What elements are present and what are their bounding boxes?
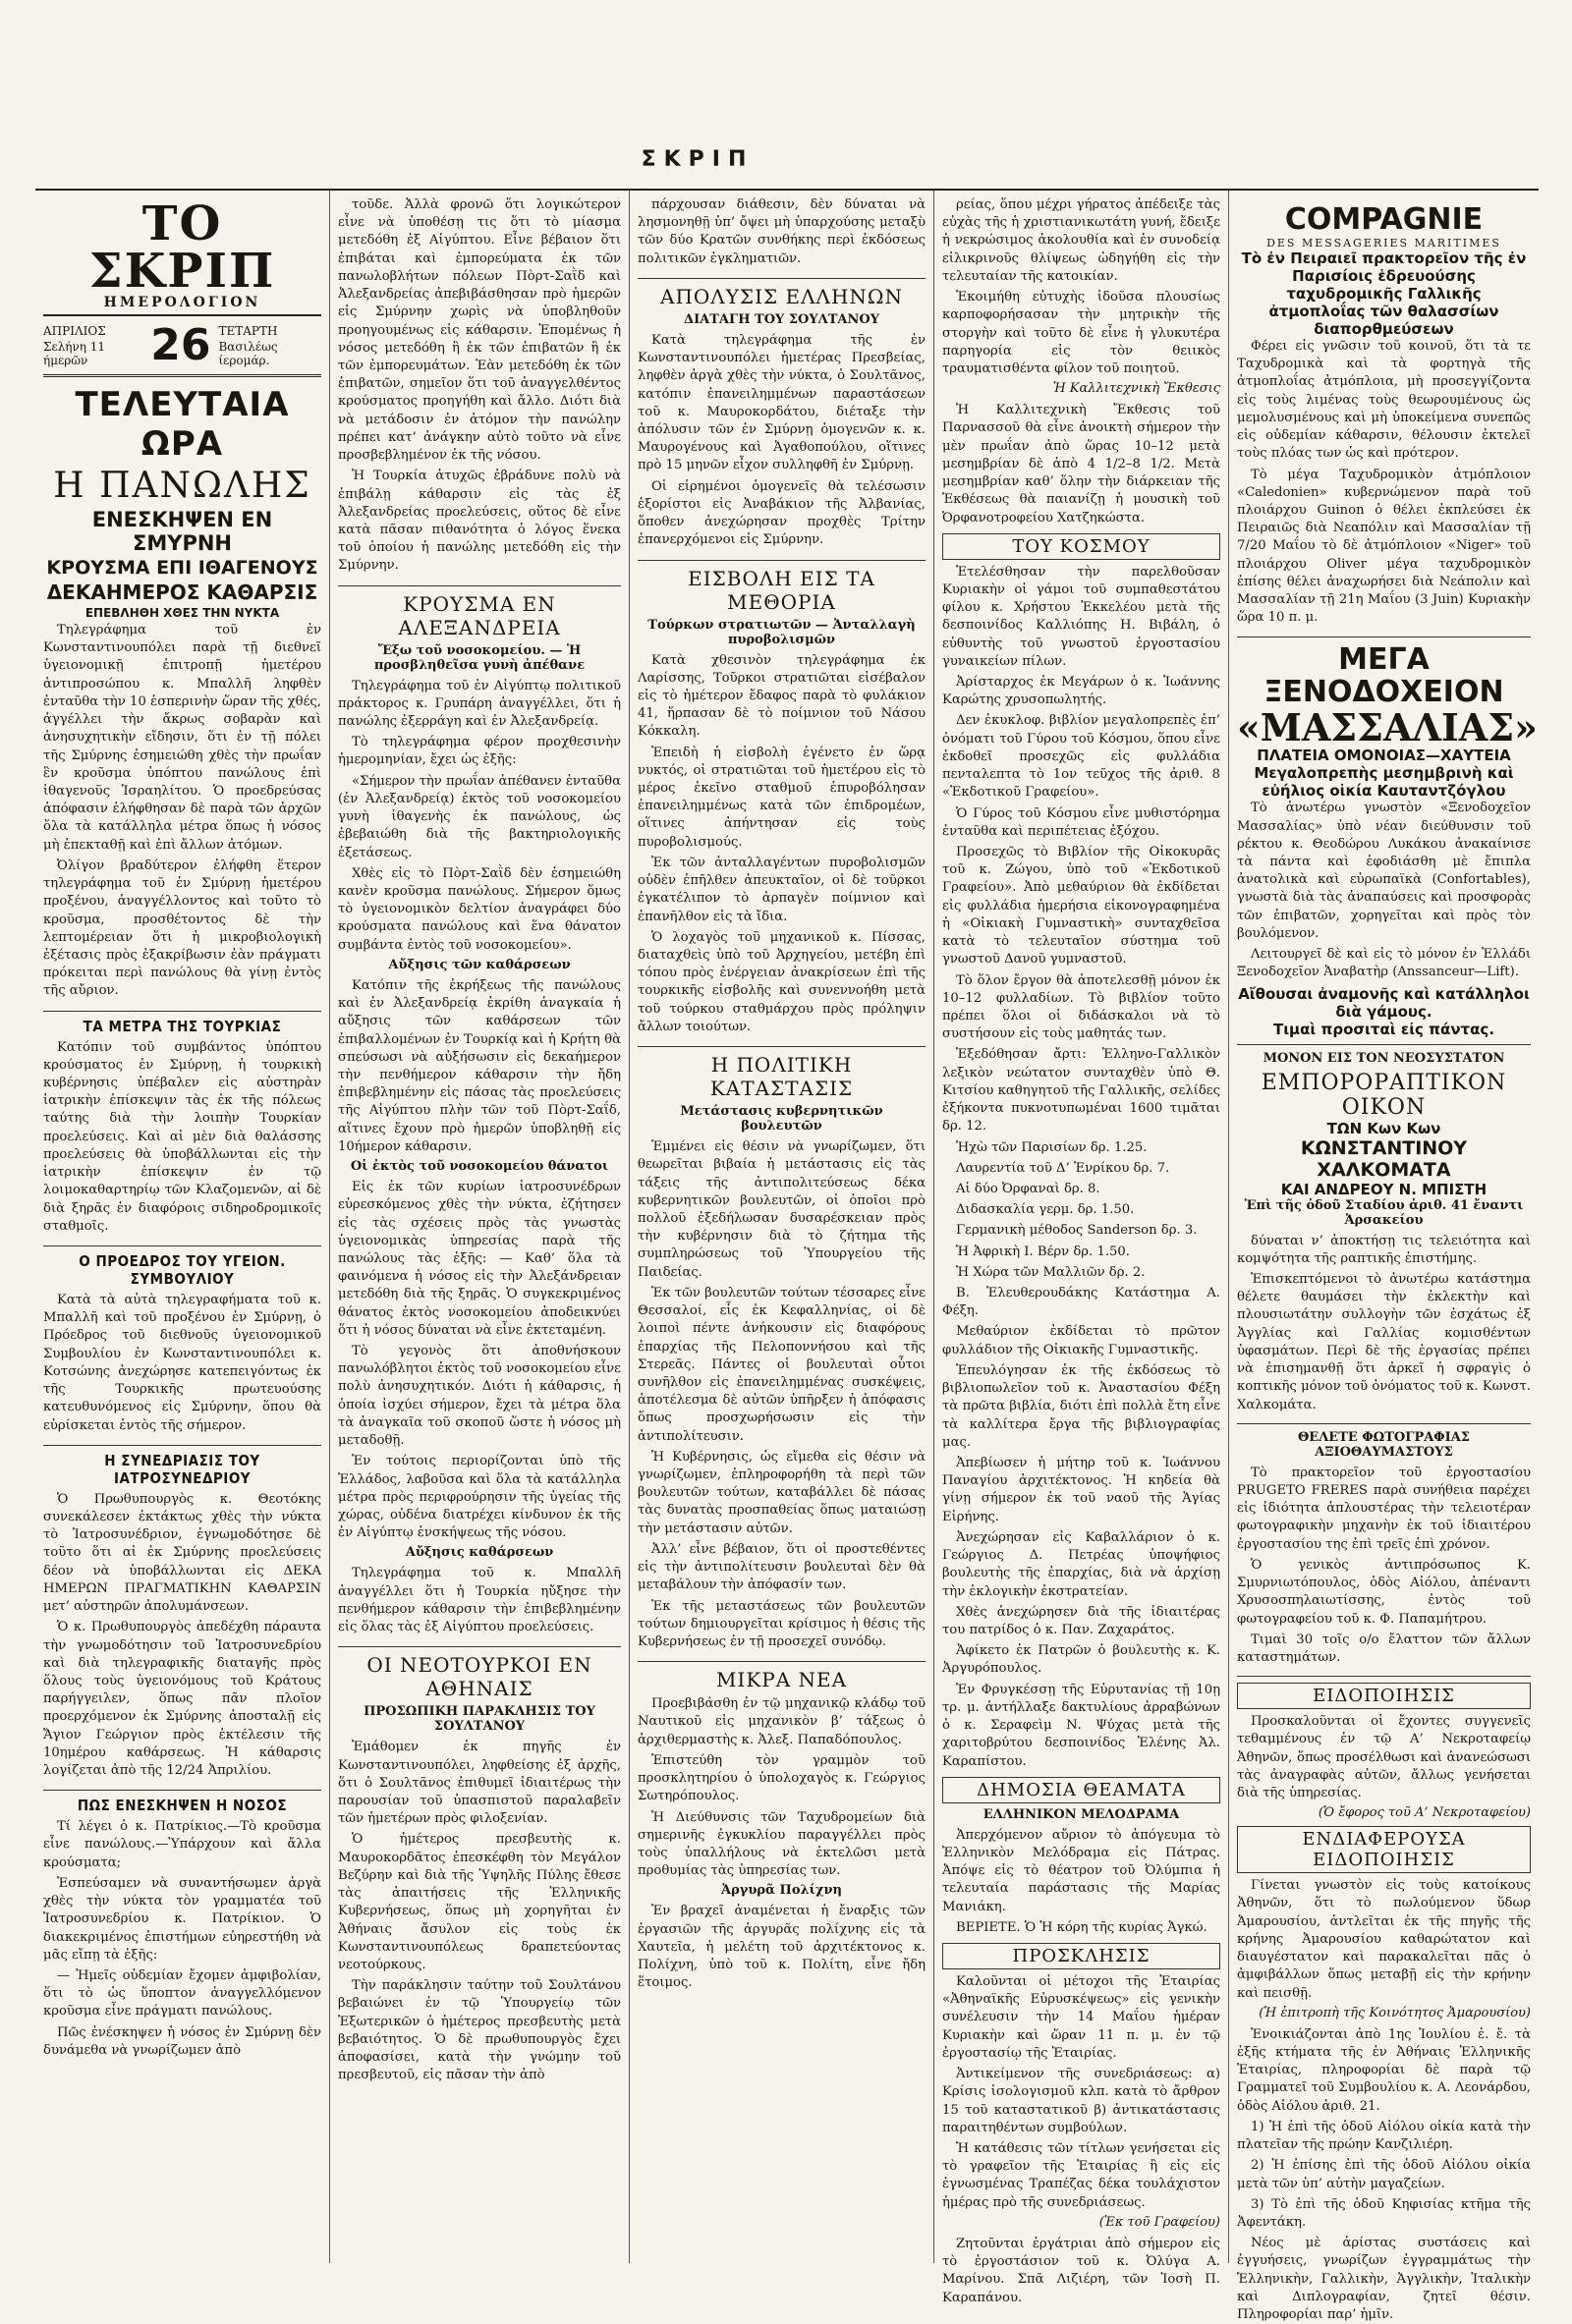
article-paragraph: Ἀλλ’ εἶνε βέβαιον, ὅτι οἱ προστεθέντες εἰς τὴν ἀντιπολίτευσιν βουλευταὶ δὲν θὰ μεταβάλουν τὴν ἀπόφασίν των. <box>638 1541 926 1593</box>
article-paragraph: Ἐκ τῆς μεταστάσεως τῶν βουλευτῶν τούτων δημιουργεῖται κρίσιμος ἡ θέσις τῆς Κυβερνήσεως ἐν τῇ προσεχεῖ συνόδῳ. <box>638 1598 926 1649</box>
section-subheading: Τούρκων στρατιωτῶν — Ἀνταλλαγὴ πυροβολισμῶν <box>647 617 916 647</box>
ad-paragraph: Τὸ πρακτορεῖον τοῦ ἐργοστασίου PRUGETO FRERES παρὰ συνήθεια παρέχει εἰς ἰδιότητα ἁπλουστέρας τὴν τελειοτέραν φωτογραφικὴν μηχανὴν ἐκ τοῦ ἰδιαιτέρου ἐργοστασίου της ἐπὶ τρεῖς ἐπὶ χρόνον. <box>1237 1465 1531 1552</box>
article-paragraph: Τηλεγράφημα τοῦ ἐν Αἰγύπτῳ πολιτικοῦ πράκτορος κ. Γρυπάρη ἀναγγέλλει, ὅτι ἡ πανώλης ἐξερράγη καὶ ἐν Ἀλεξανδρείᾳ. <box>338 678 621 730</box>
article-paragraph: Τὸ γεγονὸς ὅτι ἀποθνήσκουν πανωλόβλητοι ἐκτὸς τοῦ νοσοκομείου εἶνε πολὺ ἀνησυχητικόν. Διότι ἡ κάθαρσις, ἡ ὁποία ἰσχύει σήμερον, ἔχει τὰ μέτρα ὅλα τὰ ἀναγκαῖα τοῦ σκοποῦ ὥστε ἡ νόσος μὴ μεταδοθῇ. <box>338 1344 621 1449</box>
ad-paragraph: Φέρει εἰς γνῶσιν τοῦ κοινοῦ, ὅτι τὰ τε Ταχυδρομικὰ καὶ τὰ φορτηγὰ τῆς ἀτμοπλοΐας ἀτμόπλοια, μὴ προσεγγίζοντα εἰς τοὺς λιμένας τοὺς θεωρουμένους ὡς μεμολυσμένους καὶ μὴ ὑποκείμενα συνεπῶς εἰς οὐδεμίαν κάθαρσιν, θέλουσιν ἐκτελεῖ τοὺς πλόας των ὡς καὶ πρότερον. <box>1237 339 1531 462</box>
ad-address: Ἐπὶ τῆς ὁδοῦ Σταδίου ἀριθ. 41 ἔναντι Ἀρσακείου <box>1244 1197 1524 1228</box>
masthead <box>43 196 321 377</box>
article-paragraph: Ἐπιστεύθη τὸν γραμμὸν τοῦ προσκλητηρίου ὁ ὑπολοχαγὸς κ. Γεώργιος Σωτηρόπουλος. <box>638 1752 926 1804</box>
section-subheading: ΔΙΑΤΑΓΗ ΤΟΥ ΣΟΥΛΤΑΝΟΥ <box>684 311 879 327</box>
column-2 <box>330 191 630 2263</box>
section-heading: ΟΙ ΝΕΟΤΟΥΡΚΟΙ ΕΝ ΑΘΗΝΑΙΣ <box>338 1646 621 1700</box>
ad-compagnie <box>1237 196 1531 637</box>
section-heading: Ο ΠΡΟΕΔΡΟΣ ΤΟΥ ΥΓΕΙΟΝ. ΣΥΜΒΟΥΛΙΟΥ <box>43 1245 321 1288</box>
article-paragraph: «Σήμερον τὴν πρωΐαν ἀπέθανεν ἐνταῦθα (ἐν Ἀλεξανδρείᾳ) ἐκτὸς τοῦ νοσοκομείου γυνὴ ἰθαγενὴς ἐκ πανώλους, ὡς ἐβεβαιώθη διὰ τῆς βακτηριολογικῆς ἐξετάσεως. <box>338 773 621 860</box>
masthead-moon: Σελήνη 11 ήμερῶν <box>43 339 106 367</box>
section-heading: ΑΠΟΛΥΣΙΣ ΕΛΛΗΝΩΝ <box>638 278 926 308</box>
ad-subtitle: Μεγαλοπρεπὴς μεσημβρινὴ καὶ εὐήλιος οἰκία Καυταντζόγλου <box>1254 764 1514 801</box>
article-paragraph: Τηλεγράφημα τοῦ κ. Μπαλλῆ ἀναγγέλλει ὅτι ἡ Τουρκία ηὔξησε τὴν πενθήμερον κάθαρσιν τὴν ἐπιβεβλημένην εἰς ὅλας τὰς ἐξ Αἰγύπτου προελεύσεις. <box>338 1566 621 1635</box>
article-paragraph: Ἀρίσταρχος ἐκ Μεγάρων ὁ κ. Ἰωάννης Καρώτης χρυσοπωλητής. <box>942 675 1220 708</box>
section-heading: ΕΙΣΒΟΛΗ ΕΙΣ ΤΑ ΜΕΘΟΡΙΑ <box>638 560 926 614</box>
article-paragraph: Ὁ λοχαγὸς τοῦ μηχανικοῦ κ. Πίσσας, διαταχθεὶς ὑπὸ τοῦ Ἀρχηγείου, μετέβη ἐπὶ τόπου πρὸς ἐνέργειαν ἀνακρίσεων ἐπὶ τῆς τουρκικῆς εἰσβολῆς καὶ συνεννοήθη μετὰ τοῦ τούρκου σταθμάρχου πρὸς πρόληψιν ἄλλων τοιούτων. <box>638 929 926 1034</box>
article-paragraph: Κατόπιν τῆς ἐκρήξεως τῆς πανώλους καὶ ἐν Ἀλεξανδρείᾳ ἐκρίθη ἀναγκαία ἡ αὔξησις τῶν καθάρσεων τῶν ἐπιβαλλομένων ἐν Τουρκίᾳ καὶ ἡ Κρήτη θὰ σπεύσωσι νὰ αὐξήσωσιν εἰς δεκαήμερον τὴν πενθήμερον κάθαρσιν τὴν ἤδη ἐπιβεβλημένην εἰς πάσας τὰς προελεύσεις τῆς Αἰγύπτου πλὴν τῶν τοῦ Πὸρτ-Σαΐδ, αἵτινες ἔχουν πρὸ ἡμερῶν ὑποβληθῇ εἰς 10ήμερον κάθαρσιν. <box>338 977 621 1154</box>
article-paragraph: Ἡ κατάθεσις τῶν τίτλων γενήσεται εἰς τὸ γραφεῖον τῆς Ἑταιρίας ἢ εἰς εἰς ἐγνωσμένας Τραπέζας δέκα τουλάχιστον ἡμέρας πρὸ τῆς συνεδριάσεως. <box>942 2141 1220 2210</box>
article-paragraph: Προσκαλοῦνται οἱ ἔχοντες συγγενεῖς τεθαμμένους ἐν τῷ Α’ Νεκροταφείῳ Ἀθηνῶν, ὅπως προσέλθωσι καὶ ἀνανεώσωσι τὰς ἀναγραφὰς αὐτῶν, ἄλλως γενήσεται διὰ τῆς ὑπηρεσίας. <box>1237 1714 1531 1801</box>
article-paragraph: Ἡ Διεύθυνσις τῶν Ταχυδρομείων διὰ σημερινῆς ἐγκυκλίου παραγγέλλει πρὸς τοὺς ὑπαλλήλους νὰ ἐκτελῶσι μετὰ προθυμίας τὰς ὑπηρεσίας των. <box>638 1809 926 1879</box>
section-heading: ΠΡΟΣΚΛΗΣΙΣ <box>942 1943 1220 1969</box>
ad-kicker: ΜΟΝΟΝ ΕΙΣ ΤΟΝ ΝΕΟΣΥΣΤΑΤΟΝ <box>1263 1050 1505 1066</box>
signature: Ἡ Καλλιτεχνικὴ Ἔκθεσις <box>1052 381 1220 397</box>
article-paragraph: Ἐτελέσθησαν τὴν παρελθοῦσαν Κυριακὴν οἱ γάμοι τοῦ συμπαθεστάτου φίλου κ. Χρήστου Ἐκκελέου μετὰ τῆς δεσποινίδος Καλλιόπης Η. Βιβάλη, ὁ εὐθυντὴς τοῦ γνωστοῦ ἐργοστασίου γυναικείων πίλων. <box>942 564 1220 669</box>
article-paragraph: Προεβιβάσθη ἐν τῷ μηχανικῷ κλάδῳ τοῦ Ναυτικοῦ εἰς μηχανικὸν β’ τάξεως ὁ ἀρχιθερμαστὴς κ. Ἀλεξ. Παπαδόπουλος. <box>638 1696 926 1747</box>
article-paragraph: Χθὲς εἰς τὸ Πὸρτ-Σαῒδ δὲν ἐσημειώθη κανὲν κροῦσμα πανώλους. Σήμερον ὅμως τὸ ὑγειονομικὸν δελτίον ἀναγράφει δύο κρούσματα πανώλους καὶ ἕνα θάνατον συμβάντα ἐντὸς τοῦ νοσοκομείου». <box>338 865 621 953</box>
article-paragraph: Ἐμμένει εἰς θέσιν νὰ γνωρίζωμεν, ὅτι θεωρεῖται βιβαία ἡ μετάστασις εἰς τὰς τάξεις τῆς ἀντιπολιτεύσεως δέκα κυβερνητικῶν βουλευτῶν, οἱ ὁποῖοι πρὸ πολλοῦ ἐξεδήλωσαν δυσαρέσκειαν πρὸς τὴν κυβέρνησιν διὰ τὸ ζήτημα τῆς συμπληρώσεως τοῦ Ὑπουργείου τῆς Παιδείας. <box>638 1139 926 1280</box>
column-4 <box>934 191 1229 2305</box>
article-paragraph: Ζητοῦνται ἐργάτριαι ἀπὸ σήμερον εἰς τὸ ἐργοστάσιον τοῦ κ. Ὀλύγα Α. Μαρίνου. Σπᾶ Λιζιέρη, τῶν Ἰοσὴ Π. Καραπάνου. <box>942 2236 1220 2305</box>
section-subheading: Αὔξησις καθάρσεων <box>405 1545 554 1561</box>
article-paragraph: Κατὰ τὰ αὐτὰ τηλεγραφήματα τοῦ κ. Μπαλλῆ καὶ τοῦ προξένου ἐν Σμύρνῃ, ὁ Πρόεδρος τοῦ διεθνοῦς ὑγειονομικοῦ Συμβουλίου ἐν Κωνσταντινουπόλει κ. Κοτσώνης ἀνεχώρησε κατεπειγόντως ἐκ τῆς Τουρκικῆς πρωτευούσης κατευθυνόμενος εἰς Σμύρνην, ὅπου θὰ εὑρίσκεται ἐντὸς τῆς σήμερον. <box>43 1293 321 1433</box>
article-paragraph: Μεθαύριον ἐκδίδεται τὸ πρῶτον φυλλάδιον τῆς Οἰκιακῆς Γυμναστικῆς. <box>942 1324 1220 1357</box>
columns <box>35 189 1539 2323</box>
masthead-title: ΤΟ ΣΚΡΙΠ <box>88 196 276 299</box>
article-paragraph: Ἀνεχώρησαν εἰς Καβαλλάριον ὁ κ. Γεώργιος Δ. Πετρέας ὑποψήφιος βουλευτὴς τῆς ἐπαρχίας, διὰ νὰ ἀρχίσῃ τὴν ἐκλογικὴν ἐκστρατείαν. <box>942 1529 1220 1599</box>
article-paragraph: Ἐπευλόγησαν ἐκ τῆς ἐκδόσεως τὸ βιβλιοπωλεῖον τοῦ κ. Ἀναστασίου Φέξη τὰ πρῶτα βιβλία, διότι ἐπὶ πολλὰ ἔτη εἶνε τὰ καλλίτερα ἔργα τῆς βιβλιογραφίας μας. <box>942 1362 1220 1450</box>
article-paragraph: Τὴν παράκλησιν ταύτην τοῦ Σουλτάνου βεβαιώνει ἐν τῷ Ὑπουργείῳ τῶν Ἐξωτερικῶν ὁ ἡμέτερος πρεσβευτὴς μετὰ βεβαιότητος. Ὁ δὲ πρωθυπουργὸς ἔχει ἀποφασίσει, κατὰ τὴν γνώμην τοῦ πρεσβευτοῦ, εἰς πᾶσαν τὴν ἀπὸ <box>338 1978 621 2083</box>
masthead-day: 26 <box>150 320 211 370</box>
ad-hotel <box>1237 637 1538 1045</box>
ad-photo <box>1237 1424 1531 1677</box>
article-paragraph: Νέος μὲ ἀρίστας συστάσεις καὶ ἐγγυήσεις, γνωρίζων ἐγγραμμάτως τὴν Ἑλληνικὴν, Γαλλικὴν, Ἀγγλικὴν, Ἰταλικὴν καὶ Διπλογραφίαν, ζητεῖ θέσιν. Πληροφορίαι παρ’ ἡμῖν. <box>1237 2236 1531 2323</box>
ad-subtitle: ΠΛΑΤΕΙΑ ΟΜΟΝΟΙΑΣ—ΧΑΥΤΕΙΑ <box>1257 747 1511 765</box>
ad-paragraph: Ὁ γενικὸς ἀντιπρόσωπος Κ. Σμυρνιωτόπουλος, ὁδὸς Αἰόλου, ἀπέναντι Χρυσοσπηλαιωτίσσης, ἐντὸς τοῦ φωτογραφείου τοῦ κ. Φ. Παπαμήτρου. <box>1237 1557 1531 1627</box>
list-item: Αἱ δύο Ὀρφαναὶ δρ. 8. <box>956 1181 1100 1196</box>
article-paragraph: Ἐν βραχεῖ ἀναμένεται ἡ ἔναρξις τῶν ἐργασιῶν τῆς ἀργυρᾶς πολίχνης εἰς τὰ Χαυτεῖα, ἡ μελέτη τοῦ ἀρχιτέκτονος κ. Πολίχνη, ὑπὸ τοῦ κ. Πολίτη, εἶνε ἤδη ἕτοιμος. <box>638 1904 926 1991</box>
section-heading: ΔΗΜΟΣΙΑ ΘΕΑΜΑΤΑ <box>942 1777 1220 1803</box>
section-heading: Η ΠΟΛΙΤΙΚΗ ΚΑΤΑΣΤΑΣΙΣ <box>638 1046 926 1100</box>
section-heading: ΤΑ ΜΕΤΡΑ ΤΗΣ ΤΟΥΡΚΙΑΣ <box>43 1011 321 1035</box>
section-subheading: Μετάστασις κυβερνητικῶν βουλευτῶν <box>680 1104 883 1134</box>
list-item: 3) Τὸ ἐπὶ τῆς ὁδοῦ Κηφισίας κτῆμα τῆς Ἀφεντάκη. <box>1237 2196 1531 2230</box>
article-paragraph: Ἡ Κυβέρνησις, ὡς εἴμεθα εἰς θέσιν νὰ γνωρίζωμεν, ἐπληροφορήθη τὰ περὶ τῶν βουλευτῶν τούτων, καταβάλλει δὲ πάσας τὰς δυνατὰς προσπαθείας ὅπως ματαιώσῃ τὴν μετάστασιν αὐτῶν. <box>638 1449 926 1536</box>
main-headline: Η ΠΑΝΩΛΗΣ <box>53 466 311 506</box>
article-paragraph: Κατὰ χθεσινὸν τηλεγράφημα ἐκ Λαρίσσης, Τοῦρκοι στρατιῶται εἰσέβαλον εἰς τὸ ἡμέτερον ἔδαφος παρὰ τὸ φυλάκιον 41, ἥρπασαν δὲ τὸ ποίμνιον τοῦ Νάσου Κόκκαλη. <box>638 652 926 740</box>
ad-line: Αἴθουσαι ἀναμονῆς καὶ κατάλληλοι διὰ γάμους. <box>1238 984 1530 1021</box>
section-heading: ΜΙΚΡΑ ΝΕΑ <box>638 1661 926 1691</box>
section-subheading: ΕΛΛΗΝΙΚΟΝ ΜΕΛΟΔΡΑΜΑ <box>982 1806 1180 1822</box>
headline-line: ΕΠΕΒΛΗΘΗ ΧΘΕΣ ΤΗΝ ΝΥΚΤΑ <box>84 606 280 620</box>
signature: (Ὁ ἔφορος τοῦ Α’ Νεκροταφείου) <box>1318 1805 1531 1821</box>
list-item: 1) Ἡ ἐπὶ τῆς ὁδοῦ Αἰόλου οἰκία κατὰ τὴν πλατεῖαν τῆς πρώην Κανζιλιέρη. <box>1237 2119 1531 2153</box>
list-item: Ἠχὼ τῶν Παρισίων δρ. 1.25. <box>956 1139 1148 1155</box>
article-paragraph: Ὁ ἡμέτερος πρεσβευτὴς κ. Μαυροκορδᾶτος ἐπεσκέφθη τὸν Μεγάλον Βεζύρην καὶ διὰ τῆς Ὑψηλῆς Πύλης ἔθεσε τὰς ἀπαιτήσεις τῆς Ἑλληνικῆς Κυβερνήσεως, ὅπως μὴ χορηγῆται ἐν Ἀθήναις ἄσυλον εἰς τοὺς ἐκ Κωνσταντινουπόλεως δραπετεύοντας νεοτούρκους. <box>338 1832 621 1972</box>
article-paragraph: Ἐκ τῶν ἀνταλλαγέντων πυροβολισμῶν οὐδὲν ἐπῆλθεν ἀπευκταῖον, οἱ δὲ τοῦρκοι ἐγκατέλιπον τὸ ἁρπαγὲν ποίμνιον καὶ ἐπανῆλθον εἰς τὰ ἴδια. <box>638 855 926 924</box>
section-subheading: Οἱ ἐκτὸς τοῦ νοσοκομείου θάνατοι <box>350 1159 609 1175</box>
masthead-saint: Βασιλέως ίερομάρ. <box>218 339 278 367</box>
ad-title: COMPAGNIE <box>1284 202 1484 237</box>
article-paragraph: Κατόπιν τοῦ συμβάντος ὑπόπτου κρούσματος ἐν Σμύρνῃ, ἡ τουρκικὴ κυβέρνησις ὑπέβαλεν εἰς αὐστηρὰν ἰατρικὴν ἐπίσκεψιν τὰς ἐκ τῆς πόλεως ταύτης διὰ τὴν λοιπὴν Τουρκίαν προελεύσεις. Καὶ αἱ μὲν διὰ θαλάσσης προελεύσεις θὰ ὑποβάλλωνται εἰς τὴν ἰατρικὴν ἐπίσκεψιν ἐν τῷ λοιμοκαθαρτηρίῳ τῶν Κλαζομενῶν, αἱ δὲ διὰ ξηρᾶς ἐν διαφόροις σιδηροδρομικοῖς σταθμοῖς. <box>43 1039 321 1234</box>
section-subheading: Ἔξω τοῦ νοσοκομείου. — Ἡ προσβληθεῖσα γυνὴ ἀπέθανε <box>373 642 586 673</box>
section-heading: ΠΩΣ ΕΝΕΣΚΗΨΕΝ Η ΝΟΣΟΣ <box>43 1790 321 1814</box>
article-paragraph: Χθὲς ἀνεχώρησεν διὰ τῆς ἰδιαιτέρας του πατρίδος ὁ κ. Παν. Ζαχαράτος. <box>942 1604 1220 1637</box>
article-paragraph: Ἀπερχόμενον αὔριον τὸ ἀπόγευμα τὸ Ἑλληνικὸν Μελόδραμα εἰς Πάτρας. Ἀπόψε εἰς τὸ θέατρον τοῦ Ὀλύμπια ἡ τελευταία παράστασις τῆς Μαρίας Μανιάκη. <box>942 1827 1220 1914</box>
article-paragraph: ρείας, ὅπου μέχρι γήρατος ἀπέδειξε τὰς εὐχὰς τῆς ἡ χριστιανικωτάτη γυνή, ἔδειξε ἡ νεκρώσιμος ἀκολουθία καὶ ἐν συνοδείᾳ εἰλικρινοῦς θλίψεως ὡδηγήθη εἰς τὴν τελευταίαν τῆς κατοικίαν. <box>942 197 1220 284</box>
headline-line: ΚΡΟΥΣΜΑ ΕΠΙ ΙΘΑΓΕΝΟΥΣ <box>46 557 318 579</box>
list-item: Λαυρεντία τοῦ Δ’ Ἐνρίκου δρ. 7. <box>956 1160 1170 1176</box>
list-item: Ἡ Ἀφρικὴ Ι. Βέρν δρ. 1.50. <box>956 1244 1131 1259</box>
ad-paragraph: Τιμαὶ 30 τοῖς ο/ο ἔλαττον τῶν ἄλλων καταστημάτων. <box>1237 1632 1531 1665</box>
article-paragraph: Προσεχῶς τὸ Βιβλίον τῆς Οἰκοκυρᾶς τοῦ κ. Ζώγου, ὑπὸ τοῦ «Ἐκδοτικοῦ Γραφείου». Ἀπὸ μεθαύριον θὰ ἐκδίδεται εἰς φυλλάδια ἡμερήσια εἰκονογραφημένα ἡ «Οἰκιακὴ Γυμναστικὴ» συνταχθεῖσα κατὰ τὸ τελευταῖον σύστημα τοῦ γνωστοῦ Δανοῦ γυμναστοῦ. <box>942 845 1220 968</box>
ad-paragraph: δύναται ν’ ἀποκτήσῃ τις τελειότητα καὶ κομψότητα τῆς ραπτικῆς ἐπιστήμης. <box>1237 1233 1531 1266</box>
list-item: 2) Ἡ ἐπίσης ἐπὶ τῆς ὁδοῦ Αἰόλου οἰκία μετὰ τῶν ὑπ’ αὐτὴν μαγαζείων. <box>1237 2158 1531 2191</box>
article-paragraph: Δεν ἐκυκλοφ. βιβλίον μεγαλοπρεπὲς ἐπ’ ὀνόματι τοῦ Γύρου τοῦ Κόσμου, ὅπου εἶνε ἐκδοθεῖ προσεχῶς εἰς φυλλάδια πενταλεπτα τὸ 1ον τεῦχος τῆς ἀριθ. 8 «Ἐκδοτικοῦ Γραφείου». <box>942 713 1220 801</box>
ad-line: Τιμαὶ προσιταὶ εἰς πάντας. <box>1272 1020 1495 1038</box>
ad-headline: Τὸ ἐν Πειραιεῖ πρακτορεῖον τῆς ἐν Παρισίοις ἑδρευούσης ταχυδρομικῆς Γαλλικῆς ἀτμοπλοΐας τῶν θαλασσίων διαπορθμεύσεων <box>1241 249 1527 338</box>
section-subheading: Ἀργυρᾶ Πολίχνη <box>721 1883 842 1899</box>
ad-paragraph: Τὸ μέγα Ταχυδρομικὸν ἀτμόπλοιον «Caledonien» κυβερνώμενον παρὰ τοῦ πλοιάρχου Guinon ὁ θέλει ἐκπλεύσει ἐκ Πειραιῶς διὰ Νεαπόλιν καὶ Μασσαλίαν τῇ 7/20 Μαΐου τὸ δὲ ἀτμόπλοιον «Niger» τοῦ πλοιάρχου Oliver μέγα ταχυδρομικὸν ἐπίσης θέλει ἀναχωρήσει διὰ Νεάπολιν καὶ Μασσαλίαν τῇ 21η Μαΐου (3 Juin) Κυριακὴν ὥρα 10 π. μ. <box>1237 467 1531 626</box>
column-5 <box>1229 191 1539 2323</box>
article-paragraph: Ἡ Τουρκία ἀτυχῶς ἐβράδυνε πολὺ νὰ ἐπιβάλῃ κάθαρσιν εἰς τὰς ἐξ Ἀλεξανδρείας προελεύσεις, οὕτος δὲ εἶνε κατὰ πᾶσαν πιθανότητα ὁ λόγος ἕνεκα τοῦ ὁποίου ἡ πανώλης μετεδόθη εἰς τὴν Σμύρνην. <box>338 469 621 574</box>
signature: (Ἡ ἐπιτροπὴ τῆς Κοινότητος Ἀμαρουσίου) <box>1259 2005 1531 2020</box>
article-paragraph: Τὸ ὅλον ἔργον θὰ ἀποτελεσθῇ μόνον ἐκ 10–12 φυλλαδίων. Τὸ βιβλίον τοῦτο πρέπει ὅλοι οἱ διδάσκαλοι νὰ τὸ συστήσουν εἰς τοὺς μαθητάς των. <box>942 972 1220 1042</box>
section-heading: ΚΡΟΥΣΜΑ ΕΝ ΑΛΕΞΑΝΔΡΕΙΑ <box>338 585 621 639</box>
article-paragraph: Εἰς ἐκ τῶν κυρίων ἰατροσυνέδρων εὑρεσκόμενος χθὲς τὴν νύκτα, ἐζήτησεν εἰς τὰς σχέσεις πρὸς τὰς γνωστὰς ὑγειονομικὰς ὑπηρεσίας παρὰ τῆς πανώλους τὰς ἑξῆς: — Καθ’ ὅλα τὰ φαινόμενα ἡ νόσος εἰς τὴν Ἀλεξάνδρειαν μετεδόθη διὰ τῆς ξηρᾶς. Ὁ συγκεκριμένος θάνατος ἐκτὸς νοσοκομείου ἀποδεικνύει ὅτι ἡ νόσος δύναται νὰ εἶνε ἐκτεταμένη. <box>338 1180 621 1338</box>
column-1 <box>35 191 330 2263</box>
masthead-weekday: ΤΕΤΑΡΤΗ <box>218 323 278 338</box>
column-3 <box>630 191 934 2263</box>
ad-headline: «ΜΑΣΣΑΛΙΑΣ» <box>1237 704 1538 749</box>
ad-headline: ΜΕΓΑ ΞΕΝΟΔΟΧΕΙΟΝ <box>1263 641 1504 709</box>
article-paragraph: Ἐν τούτοις περιορίζονται ὑπὸ τῆς Ἑλλάδος, λαβοῦσα καὶ ὅλα τὰ κατάλληλα μέτρα πρὸς περιφρούρησιν τῆς ὑγείας τῆς χώρας, οὐδένα διατρέχει κίνδυνον ἐκ τῆς ἐν Αἰγύπτῳ ἐνσκήψεως τῆς νόσου. <box>338 1454 621 1541</box>
article-paragraph: Ὁ Πρωθυπουργὸς κ. Θεοτόκης συνεκάλεσεν ἐκτάκτως χθὲς τὴν νύκτα τὸ Ἰατροσυνέδριον, ἐγνωμοδότησε δὲ τοῦτο ὅτι αἱ ἐκ Σμύρνης προελεύσεις δέον νὰ ὑποβάλλωνται εἰς ΔΕΚΑ ΗΜΕΡΩΝ ΠΡΑΓΜΑΤΙΚΗΝ ΚΑΘΑΡΣΙΝ μετ’ αὐστηρῶν ἀπολυμάνσεων. <box>43 1491 321 1615</box>
article-paragraph: Ἐκοιμήθη εὐτυχὴς ἰδοῦσα πλουσίως καρποφορήσασαν τὴν μητρικὴν τῆς στοργὴν καὶ τοῦτο δὲ εἶνε ἡ γλυκυτέρα παρηγορία εἰς τὸν θειικὸς τραυματισθέντα φίλον τοῦ ποιητοῦ. <box>942 290 1220 376</box>
headline-line: ΕΝΕΣΚΗΨΕΝ ΕΝ ΣΜΥΡΝΗ <box>91 508 273 555</box>
running-head: ΣΚΡΙΠ <box>641 147 755 172</box>
article-paragraph: Ὁ Γύρος τοῦ Κόσμου εἶνε μυθιστόρημα ἐνταῦθα καὶ περιπέτειας ἐξόχου. <box>942 805 1220 839</box>
section-subheading: Αὔξησις τῶν καθάρσεων <box>388 957 571 972</box>
article-paragraph: Ἐκ τῶν βουλευτῶν τούτων τέσσαρες εἶνε Θεσσαλοί, εἷς ἐκ Κεφαλληνίας, οἱ δὲ λοιποὶ πέντε ἀνήκουσιν εἰς διαφόρους ἐπαρχίας τῆς Πελοποννήσου καὶ τῆς Στερεᾶς. Πάντες οἱ βουλευταὶ οὗτοι συνῆλθον εἰς ἐπανειλημμένας συσκέψεις, ἀποτέλεσμα δὲ αὐτῶν ὑπῆρξεν ἡ ἀπόφασις ὅπως προσχωρήσωσιν εἰς τὴν ἀντιπολίτευσιν. <box>638 1285 926 1444</box>
article-paragraph: Πῶς ἐνέσκηψεν ἡ νόσος ἐν Σμύρνῃ δὲν δυνάμεθα νὰ γνωρίζωμεν ἀπὸ <box>43 2024 321 2058</box>
section-heading: ΤΟΥ ΚΟΣΜΟΥ <box>942 533 1220 560</box>
ad-paragraph: Λειτουργεῖ δὲ καὶ εἰς τὸ μόνον ἐν Ἑλλάδι Ξενοδοχεῖον Ἀναβατὴρ (Anssanceur—Lift). <box>1237 947 1531 980</box>
article-paragraph: Ἐμάθομεν ἐκ πηγῆς ἐν Κωνσταντινουπόλει, ληφθείσης ἐξ ἀρχῆς, ὅτι ὁ Σουλτᾶνος ἐπιθυμεῖ ἰδιαιτέρως τὴν παρουσίαν τοῦ ὑπασπιστοῦ παραλαβεῖν τῶν ἡμετέρων πρὸς φιλοξενίαν. <box>338 1740 621 1827</box>
list-item: Διδασκαλία γερμ. δρ. 1.50. <box>956 1202 1135 1218</box>
article-paragraph: πάρχουσαν διάθεσιν, δὲν δύναται νὰ λησμονηθῇ ὑπ’ ὄψει μὴ ὑπαρχούσης μεταξὺ τῶν δύο Κρατῶν συνθήκης περὶ ἐκδόσεως πολιτικῶν ἐγκληματιῶν. <box>638 197 926 266</box>
article-paragraph: Γίνεται γνωστὸν εἰς τοὺς κατοίκους Ἀθηνῶν, ὅτι τὸ πωλούμενον ὕδωρ Ἀμαρουσίου, ἀντλεῖται ἐκ τῆς πηγῆς τῆς κρήνης Ἀμαρουσίου καθαρώτατον καὶ διαυγέστατον καὶ παρακαλεῖται πᾶς ὁ ἀμφιβάλλων ὅπως μεταβῇ εἰς τὴν κρήνην καὶ πεισθῇ. <box>1237 1878 1531 2001</box>
section-heading: ΕΝΔΙΑΦΕΡΟΥΣΑ ΕΙΔΟΠΟΙΗΣΙΣ <box>1237 1826 1531 1873</box>
article-paragraph: Ἐπειδὴ ἡ εἰσβολὴ ἐγένετο ἐν ὥρᾳ νυκτός, οἱ στρατιῶται τοῦ ἡμετέρου εἰς τὸ μέρος ἐκεῖνο σταθμοῦ ἐπυροβόλησαν ἐπανειλημμένως κατὰ τῶν ἐπιδρομέων, οἵτινες ἀπήντησαν εἰς τοὺς πυροβολισμούς. <box>638 745 926 850</box>
headline-line: ΔΕΚΑΗΜΕΡΟΣ ΚΑΘΑΡΣΙΣ <box>46 581 318 604</box>
ad-headline: ΕΜΠΟΡΟΡΑΠΤΙΚΟΝ ΟΙΚΟΝ <box>1261 1070 1507 1120</box>
ad-paragraph: Τὸ ἀνωτέρω γνωστὸν «Ξενοδοχεῖον Μασσαλίας» ὑπὸ νέαν διεύθυνσιν τοῦ ρέκτου κ. Θεοδώρου Λυκάκου ἀνακαίνισε τὰ πάντα καὶ ἐφοδιάσθη μὲ ἔπιπλα ἀνατολικὰ καὶ εὐρωπαϊκὰ (Confortables), γνωστὰ διὰ τὰς ἀναπαύσεις καὶ προσφορὰς τῶν ἐπιβατῶν, χορηγεῖται καὶ πρὸς τὸν βουλόμενον. <box>1237 801 1531 941</box>
article-paragraph: Ἐσπεύσαμεν νὰ συναντήσωμεν ἀργὰ χθὲς τὴν νύκτα τὸν γραμματέα τοῦ Ἰατροσυνεδρίου κ. Πατρίκιον. Ὁ διακεκριμένος ἐπιστήμων εὐηρεστήθη νὰ μᾶς εἴπῃ τὰ ἑξῆς: <box>43 1875 321 1963</box>
list-item: Β. Ἐλευθερουδάκης Κατάστημα Α. Φέξη. <box>942 1286 1220 1319</box>
kicker-headline: ΤΕΛΕΥΤΑΙΑ ΩΡΑ <box>75 385 290 464</box>
ad-headline: ΚΩΝΣΤΑΝΤΙΝΟΥ ΧΑΛΚΟΜΑΤΑ <box>1300 1136 1468 1181</box>
section-heading: ΕΙΔΟΠΟΙΗΣΙΣ <box>1237 1683 1531 1709</box>
section-heading: Η ΣΥΝΕΔΡΙΑΣΙΣ ΤΟΥ ΙΑΤΡΟΣΥΝΕΔΡΙΟΥ <box>43 1445 321 1487</box>
signature: (Ἐκ τοῦ Γραφείου) <box>1098 2214 1220 2230</box>
list-item: Γερμανικὴ μέθοδος Sanderson δρ. 3. <box>956 1223 1198 1239</box>
article-paragraph: Καλοῦνται οἱ μέτοχοι τῆς Ἑταιρίας «Ἀθηναϊκῆς Εὐρυσκέψεως» εἰς γενικὴν συνέλευσιν τὴν 14 Μαΐου ἡμέραν Κυριακὴν καὶ ὥραν 11 π. μ. ἐν τῷ ἐργοστασίῳ τῆς Ἑταιρίας. <box>942 1974 1220 2061</box>
ad-subtitle: DES MESSAGERIES MARITIMES <box>1266 237 1501 249</box>
ad-headline: ΘΕΛΕΤΕ ΦΩΤΟΓΡΑΦΙΑΣ ΑΞΙΟΘΑΥΜΑΣΤΟΥΣ <box>1297 1429 1470 1460</box>
section-subheading: ΠΡΟΣΩΠΙΚΗ ΠΑΡΑΚΛΗΣΙΣ ΤΟΥ ΣΟΥΛΤΑΝΟΥ <box>364 1704 595 1735</box>
article-paragraph: Ἐνοικιάζονται ἀπὸ 1ης Ἰουλίου ἐ. ἔ. τὰ ἑξῆς κτήματα τῆς ἐν Ἀθήναις Ἑλληνικῆς Ἐταιρίας, πληροφορίαι δὲ παρὰ τῷ Γραμματεῖ τοῦ Συμβουλίου κ. Α. Λεονάρδου, ὁδὸς Αἰόλου ἀριθ. 21. <box>1237 2026 1531 2114</box>
article-paragraph: Ἡ Καλλιτεχνικὴ Ἔκθεσις τοῦ Παρνασσοῦ θὰ εἶνε ἀνοικτὴ σήμερον τὴν μὲν πρωΐαν ἀπὸ ὥρας 10–12 μετὰ μεσημβρίαν δὲ ἀπὸ 4 1/2–8 1/2. Μετὰ μεσημβρίαν καθ’ ὅλην τὴν διάρκειαν τῆς Ἐκθέσεως θὰ παιανίζῃ ἡ μουσικὴ τοῦ Ὀρφανοτροφείου Χατζηκώστα. <box>942 403 1220 526</box>
ad-tailor <box>1237 1045 1531 1424</box>
article-paragraph: Κατὰ τηλεγράφημα τῆς ἐν Κωνσταντινουπόλει ἡμετέρας Πρεσβείας, ληφθὲν ἀργὰ χθὲς τὴν νύκτα, ὁ Σουλτᾶνος, κατόπιν ἐπανειλημμένων παραστάσεων τοῦ κ. Μαυροκορδάτου, διέταξε τὴν ἀπόλυσιν τῶν ἐν Σμύρνῃ ὁμογενῶν κ. κ. Μαυρογένους καὶ Ἀγαθοπούλου, οἵτινες πρὸ 15 μηνῶν εἶχον συλληφθῆ ἐν Σμύρνῃ. <box>638 332 926 473</box>
article-paragraph: τοῦδε. Ἀλλὰ φρονῶ ὅτι λογικώτερον εἶνε νὰ ὑποθέσῃ τις ὅτι τὸ μίασμα μετεδόθη ἐξ Αἰγύπτου. Εἶνε βέβαιον ὅτι ἐπιβάται καὶ ἐμπορεύματα ἐκ τῶν πανωλοβλήτων πόλεων Πὸρτ-Σαῒδ καὶ Ἀλεξανδρείας ἀπεβιβάσθησαν πρὸ ἡμερῶν εἰς Σμύρνην χωρὶς νὰ ὑποβληθοῦν προηγουμένως εἰς κάθαρσιν. Ἑπομένως ἡ νόσος μετεδόθη ἢ ἐκ τῶν ἐπιβατῶν ἢ ἐκ τῶν ἐμπορευμάτων. Ἐὰν μετεδόθη ἐκ τῶν ἐπιβατῶν, σημεῖον ὅτι τοῦ ἀναγγελθέντος κρούσματος προηγήθη καὶ ἄλλο. Διότι διὰ νὰ μετάδοσιν ἐν ἀτόμον τὴν πανώλην πρέπει κατ’ ἀνάγκην αὐτὸ τοῦτο νὰ εἶνε προσβεβλημένον ἐκ τῆς νόσου. <box>338 197 621 464</box>
ad-line: ΚΑΙ ΑΝΔΡΕΟΥ Ν. ΜΠΙΣΤΗ <box>1280 1180 1488 1198</box>
masthead-subtitle: ΗΜΕΡΟΛΟΓΙΟΝ <box>43 295 321 316</box>
article-paragraph: Οἱ εἰρημένοι ὁμογενεῖς θὰ τελέσωσιν ἐξορίστοι εἰς Ἀναβάκιον τῆς Ἀλβανίας, ὅποθεν ἀνεχώρησαν προχθὲς Τρίτην ἐπανερχόμενοι εἰς Σμύρνην. <box>638 478 926 548</box>
article-paragraph: Τὸ τηλεγράφημα φέρον προχθεσινὴν ἡμερομηνίαν, ἔχει ὡς ἑξῆς: <box>338 735 621 768</box>
article-paragraph: — Ἡμεῖς οὐδεμίαν ἔχομεν ἀμφιβολίαν, ὅτι τὸ ὡς ὕποπτον ἀναγγελλόμενον κροῦσμα εἶνε πράγματι πανώλους. <box>43 1968 321 2020</box>
masthead-month: ΑΠΡΙΛΙΟΣ <box>43 323 106 338</box>
article-paragraph: Ἀπεβίωσεν ἡ μήτηρ τοῦ κ. Ἰωάννου Παναγίου ἀρχιτέκτονος. Ἡ κηδεία θὰ γίνῃ σήμερον ἐκ τοῦ ναοῦ τῆς Ἁγίας Εἰρήνης. <box>942 1456 1220 1524</box>
article-paragraph: Ἀφίκετο ἐκ Πατρῶν ὁ βουλευτὴς κ. Κ. Ἀργυρόπουλος. <box>942 1643 1220 1677</box>
list-item: Ἡ Χώρα τῶν Μαλλιῶν δρ. 2. <box>956 1264 1146 1280</box>
article-paragraph: Ὁ κ. Πρωθυπουργὸς ἀπεδέχθη πάραυτα τὴν γνωμοδότησιν τοῦ Ἰατροσυνεδρίου καὶ διὰ τηλεγραφικῆς διαταγῆς πρὸς ὅλους τοὺς ὑγειονόμους τοῦ Κράτους παρήγγειλεν, ὅπως πᾶν πλοῖον προερχόμενον ἐκ Σμύρνης ἀποσταλῇ εἰς Ἄγιον Γεώργιον πρὸς ἐκτέλεσιν τῆς 10ημέρου καθάρσεως. Ἡ κάθαρσις λογίζεται ἀπὸ τῆς 12/24 Ἀπριλίου. <box>43 1620 321 1779</box>
article-paragraph: Τηλεγράφημα τοῦ ἐν Κωνσταντινουπόλει παρὰ τῇ διεθνεῖ ὑγειονομικῇ ἐπιτροπῇ ἡμετέρου ἀντιπροσώπου κ. Μπαλλῆ ληφθὲν ἐνταῦθα τὴν 10 ἑσπερινὴν ὥραν τῆς χθές, ἀγγέλλει τὴν ἄκρως σοβαρὰν καὶ ἀνησυχητικὴν εἴδησιν, ὅτι ἐν τῇ πόλει τῆς Σμύρνης ἐσημειώθη χθὲς τὴν πρωΐαν ἓν κροῦσμα ὑπόπτου πανώλους ἐπὶ ἰθαγενοῦς Ἰσραηλίτου. Ὁ προεδρεύσας ἀπόφασιν ἐλήφθησαν δὲ παρὰ τῶν ἀρχῶν ὅλα τὰ κατάλληλα μέτρα ὅπως ἡ νόσος μὴ ἐπεκταθῇ καὶ ἐπὶ ἄλλων ἀτόμων. <box>43 623 321 853</box>
article-paragraph: Ὀλίγον βραδύτερον ἐλήφθη ἕτερον τηλεγράφημα τοῦ ἐν Σμύρνῃ ἡμετέρου προξένου, ἀναγγέλλοντος καὶ τοῦτο τὸ κροῦσμα, προσθέτοντος δὲ τὴν λεπτομέρειαν ὅτι ἡ μικροβιολογικὴ ἐξέτασις πρὸς ἐξακρίβωσιν ἐὰν πράγματι πρόκειται περὶ πανώλους θὰ γίνῃ ἐντὸς τῆς αὔριον. <box>43 858 321 999</box>
masthead-date <box>43 316 321 377</box>
article-paragraph: ΒΕΡΙΕΤΕ. Ὁ Ἡ κόρη τῆς κυρίας Ἀγκώ. <box>956 1919 1207 1935</box>
ad-line: ΤΩΝ Κων Κων <box>1326 1119 1441 1137</box>
article-paragraph: Τί λέγει ὁ κ. Πατρίκιος.—Τὸ κροῦσμα εἶνε πανώλους.—Ὑπάρχουν καὶ ἄλλα κρούσματα; <box>43 1819 321 1870</box>
article-paragraph: Ἐν Φρυγκέσσῃ τῆς Εὐρυτανίας τῇ 10ῃ τρ. μ. ἀντήλλαξε δακτυλίους ἀρραβώνων ὁ κ. Σεραφεὶμ Ν. Ψύχας μετὰ τῆς χαριτοβρύτου δεσποινίδος Ἑλένης Ἀλ. Καραπίστου. <box>942 1682 1220 1769</box>
article-paragraph: Ἐξεδόθησαν ἄρτι: Ἑλληνο-Γαλλικὸν λεξικὸν νεώτατον συνταχθὲν ὑπὸ Θ. Κιτσίου καθηγητοῦ τῆς Γαλλικῆς, σελίδες ἐξήκοντα πυκνοτυπωμέναι 1600 τιμᾶται δρ. 12. <box>942 1047 1221 1134</box>
article-paragraph: Ἀντικείμενον τῆς συνεδριάσεως: α) Κρίσις ἰσολογισμοῦ κλπ. κατὰ τὸ ἄρθρον 15 τοῦ καταστατικοῦ β) ἀντικατάστασις παραιτηθέντων συμβούλων. <box>942 2067 1220 2135</box>
ad-paragraph: Ἐπισκεπτόμενοι τὸ ἀνωτέρω κατάστημα θέλετε θαυμάσει τὴν ἐκλεκτὴν καὶ πλουσιωτάτην συλλογὴν τῶν ἐσχάτως ἐξ Ἀγγλίας καὶ Γαλλίας κομισθέντων ὑφασμάτων. Περὶ δὲ τῆς ἐργασίας πρέπει νὰ ἐπισημανθῇ ὅτι ἀρκεῖ ἡ σφραγὶς ὁ κοπτικῆς μόνον τοῦ ὀνόματος τοῦ κ. Κωνστ. Χαλκομάτα. <box>1237 1272 1531 1412</box>
